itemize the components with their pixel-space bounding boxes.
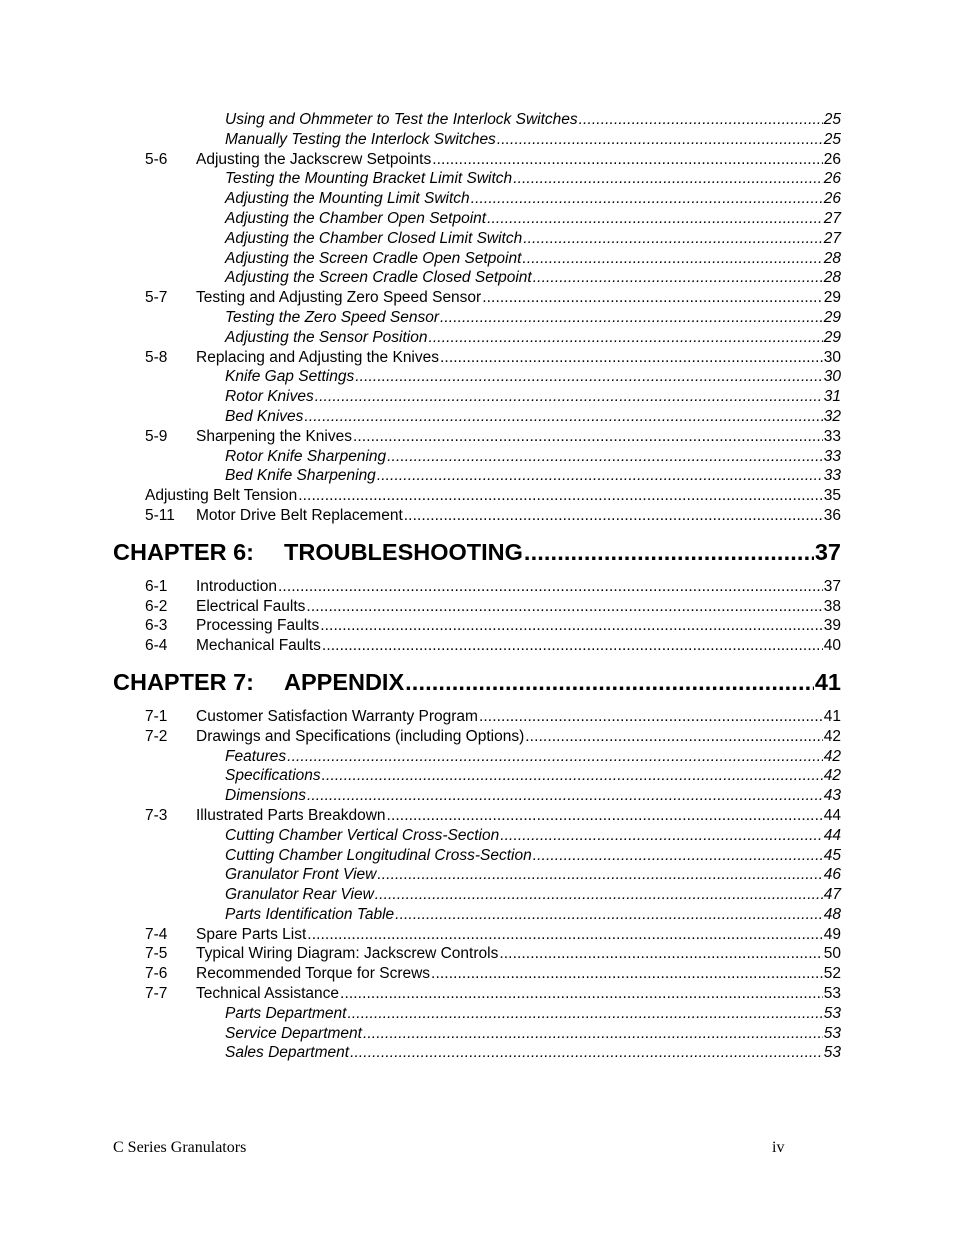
page-number: 53 (823, 1044, 841, 1062)
toc-entry[interactable] (0, 249, 954, 269)
page-number: 29 (823, 308, 841, 326)
toc-entry[interactable] (0, 150, 954, 170)
page-number: 42 (823, 747, 841, 765)
page-number: 53 (823, 1004, 841, 1022)
page-number: 43 (823, 787, 841, 805)
page-number: 37 (823, 577, 841, 595)
entry-title: Granulator Rear View (225, 886, 374, 904)
table-of-contents (0, 110, 954, 1063)
entry-title: Service Department (225, 1024, 362, 1042)
section-number: 5-11 (145, 506, 175, 524)
section-number: 5-8 (145, 348, 168, 366)
toc-entry[interactable] (0, 209, 954, 229)
entry-title: Testing the Zero Speed Sensor (225, 308, 439, 326)
page-number: 53 (823, 985, 841, 1003)
section-number: 7-4 (145, 925, 168, 943)
page-number: 27 (823, 209, 841, 227)
toc-entry[interactable] (0, 1043, 954, 1063)
dot-leader (387, 806, 823, 826)
page-number: 29 (823, 289, 841, 307)
section-number: 6-3 (145, 617, 168, 635)
page-number: 28 (823, 269, 841, 287)
page-number: 42 (823, 727, 841, 745)
dot-leader (320, 616, 823, 636)
entry-title: Drawings and Specifications (including Options) (196, 727, 525, 745)
toc-entry[interactable] (0, 806, 954, 826)
section-number: 6-4 (145, 637, 168, 655)
page-number: 28 (823, 249, 841, 267)
toc-entry[interactable] (0, 707, 954, 727)
page-number: 44 (823, 826, 841, 844)
footer-document-title: C Series Granulators (113, 1139, 247, 1156)
page-number: 25 (823, 130, 841, 148)
toc-entry[interactable] (0, 826, 954, 846)
dot-leader (471, 189, 823, 209)
footer-page-number: iv (772, 1139, 785, 1156)
toc-entry[interactable] (0, 766, 954, 786)
entry-title: Adjusting the Chamber Closed Limit Switch (225, 229, 523, 247)
dot-leader (355, 367, 823, 387)
section-number: 5-9 (145, 427, 168, 445)
toc-entry[interactable] (0, 1024, 954, 1044)
toc-entry[interactable] (0, 925, 954, 945)
page-number: 26 (823, 170, 841, 188)
page-number: 31 (823, 388, 841, 406)
dot-leader (315, 387, 823, 407)
page-number: 33 (823, 427, 841, 445)
toc-entry[interactable] (0, 846, 954, 866)
page-number: 44 (823, 806, 841, 824)
dot-leader (524, 530, 814, 574)
dot-leader (404, 506, 823, 526)
entry-title: Bed Knife Sharpening (225, 467, 376, 485)
entry-title: Adjusting the Screen Cradle Open Setpoint (225, 249, 522, 267)
toc-entry[interactable] (0, 636, 954, 656)
page-number: 39 (823, 617, 841, 635)
toc-entry[interactable] (0, 110, 954, 130)
toc-entry[interactable] (0, 506, 954, 526)
page-number: 26 (823, 150, 841, 168)
toc-entry[interactable] (0, 427, 954, 447)
entry-title: Replacing and Adjusting the Knives (196, 348, 439, 366)
page-number: 30 (823, 368, 841, 386)
dot-leader (304, 407, 822, 427)
toc-entry[interactable] (0, 885, 954, 905)
toc-chapter-heading[interactable] (0, 660, 954, 704)
page-number: 53 (823, 1024, 841, 1042)
entry-title: Adjusting the Chamber Open Setpoint (225, 209, 487, 227)
page-number: 26 (823, 190, 841, 208)
entry-title: Features (225, 747, 287, 765)
entry-title: Adjusting the Jackscrew Setpoints (196, 150, 432, 168)
dot-leader (432, 150, 823, 170)
page-number: 49 (823, 925, 841, 943)
entry-title: Recommended Torque for Screws (196, 965, 431, 983)
toc-entry[interactable] (0, 486, 954, 506)
toc-entry[interactable] (0, 747, 954, 767)
page-number: 40 (823, 637, 841, 655)
dot-leader (307, 786, 823, 806)
page-number: 33 (823, 467, 841, 485)
toc-entry[interactable] (0, 189, 954, 209)
toc-chapter-heading[interactable] (0, 530, 954, 574)
section-number: 7-6 (145, 965, 168, 983)
toc-entry[interactable] (0, 447, 954, 467)
entry-title: Adjusting the Sensor Position (225, 328, 428, 346)
toc-entry[interactable] (0, 984, 954, 1004)
section-number: 5-6 (145, 150, 168, 168)
toc-entry[interactable] (0, 328, 954, 348)
toc-entry[interactable] (0, 288, 954, 308)
entry-title: Cutting Chamber Vertical Cross-Section (225, 826, 500, 844)
dot-leader (533, 268, 823, 288)
dot-leader (500, 826, 823, 846)
entry-title: Dimensions (225, 787, 306, 805)
page-number: 45 (823, 846, 841, 864)
section-number: 6-1 (145, 577, 168, 595)
dot-leader (322, 766, 823, 786)
dot-leader (377, 466, 823, 486)
entry-title: APPENDIX (284, 668, 405, 695)
toc-entry[interactable] (0, 268, 954, 288)
dot-leader (440, 308, 823, 328)
page-number: 50 (823, 945, 841, 963)
toc-entry[interactable] (0, 466, 954, 486)
dot-leader (579, 110, 823, 130)
entry-title: Manually Testing the Interlock Switches (225, 130, 496, 148)
dot-leader (375, 885, 823, 905)
page-number: 41 (823, 707, 841, 725)
page-number: 32 (823, 407, 841, 425)
dot-leader (513, 169, 823, 189)
dot-leader (278, 577, 823, 597)
entry-title: Motor Drive Belt Replacement (196, 506, 403, 524)
entry-title: Spare Parts List (196, 925, 307, 943)
dot-leader (428, 328, 822, 348)
dot-leader (487, 209, 823, 229)
entry-title: Technical Assistance (196, 985, 340, 1003)
dot-leader (440, 348, 823, 368)
toc-entry[interactable] (0, 577, 954, 597)
entry-title: Mechanical Faults (196, 637, 321, 655)
toc-entry[interactable] (0, 786, 954, 806)
dot-leader (522, 249, 822, 269)
entry-title: Processing Faults (196, 617, 320, 635)
entry-title: Electrical Faults (196, 597, 306, 615)
dot-leader (340, 984, 823, 1004)
toc-entry[interactable] (0, 387, 954, 407)
toc-entry[interactable] (0, 169, 954, 189)
section-number: 7-5 (145, 945, 168, 963)
entry-title: Sales Department (225, 1044, 350, 1062)
dot-leader (405, 660, 814, 704)
entry-title: Bed Knives (225, 407, 304, 425)
entry-title: Knife Gap Settings (225, 368, 355, 386)
entry-title: Specifications (225, 767, 321, 785)
dot-leader (533, 846, 823, 866)
entry-title: Testing and Adjusting Zero Speed Sensor (196, 289, 482, 307)
dot-leader (298, 486, 823, 506)
toc-entry[interactable] (0, 1004, 954, 1024)
entry-title: Sharpening the Knives (196, 427, 352, 445)
entry-title: TROUBLESHOOTING (284, 538, 523, 565)
page-number: 25 (823, 111, 841, 128)
page-number: 48 (823, 905, 841, 923)
dot-leader (479, 707, 823, 727)
dot-leader (307, 925, 822, 945)
page-number: 52 (823, 965, 841, 983)
entry-title: Typical Wiring Diagram: Jackscrew Controls (196, 945, 499, 963)
toc-entry[interactable] (0, 308, 954, 328)
toc-entry[interactable] (0, 964, 954, 984)
page-number: 33 (823, 447, 841, 465)
dot-leader (287, 747, 823, 767)
entry-title: Adjusting Belt Tension (145, 487, 298, 505)
toc-entry[interactable] (0, 905, 954, 925)
dot-leader (431, 964, 823, 984)
dot-leader (306, 597, 822, 617)
section-number: 5-7 (145, 289, 168, 307)
chapter-number: CHAPTER 7: (113, 668, 255, 695)
dot-leader (499, 944, 822, 964)
page-number: 38 (823, 597, 841, 615)
section-number: 7-3 (145, 806, 168, 824)
section-number: 7-1 (145, 707, 168, 725)
section-number: 6-2 (145, 597, 168, 615)
page-number: 35 (823, 487, 841, 505)
toc-entry[interactable] (0, 229, 954, 249)
entry-title: Adjusting the Screen Cradle Closed Setpoint (225, 269, 532, 287)
toc-entry[interactable] (0, 616, 954, 636)
entry-title: Parts Identification Table (225, 905, 395, 923)
entry-title: Rotor Knife Sharpening (225, 447, 387, 465)
toc-entry[interactable] (0, 130, 954, 150)
toc-entry[interactable] (0, 367, 954, 387)
chapter-number: CHAPTER 6: (113, 538, 255, 565)
dot-leader (387, 447, 823, 467)
entry-title: Illustrated Parts Breakdown (196, 806, 386, 824)
dot-leader (497, 130, 823, 150)
page-number: 37 (814, 538, 841, 565)
page-number: 41 (814, 668, 841, 695)
dot-leader (482, 288, 823, 308)
entry-title: Granulator Front View (225, 866, 377, 884)
entry-title: Testing the Mounting Bracket Limit Switch (225, 170, 513, 188)
page-number: 47 (823, 886, 841, 904)
page-number: 46 (823, 866, 841, 884)
toc-entry[interactable] (0, 597, 954, 617)
page-number: 36 (823, 506, 841, 524)
dot-leader (377, 865, 822, 885)
section-number: 7-2 (145, 727, 168, 745)
page-number: 42 (823, 767, 841, 785)
entry-title: Parts Department (225, 1004, 347, 1022)
page-number: 30 (823, 348, 841, 366)
toc-entry[interactable] (0, 407, 954, 427)
dot-leader (353, 427, 823, 447)
dot-leader (525, 727, 823, 747)
dot-leader (523, 229, 823, 249)
dot-leader (347, 1004, 822, 1024)
entry-title: Rotor Knives (225, 388, 314, 406)
entry-title: Customer Satisfaction Warranty Program (196, 707, 478, 725)
dot-leader (350, 1043, 823, 1063)
page-number: 27 (823, 229, 841, 247)
entry-title: Introduction (196, 577, 277, 595)
toc-entry[interactable] (0, 727, 954, 747)
dot-leader (322, 636, 823, 656)
entry-title: Using and Ohmmeter to Test the Interlock Switches (225, 111, 578, 128)
toc-entry[interactable] (0, 865, 954, 885)
dot-leader (363, 1024, 823, 1044)
toc-entry[interactable] (0, 348, 954, 368)
entry-title: Cutting Chamber Longitudinal Cross-Section (225, 846, 532, 864)
section-number: 7-7 (145, 985, 168, 1003)
dot-leader (395, 905, 823, 925)
page-number: 29 (823, 328, 841, 346)
entry-title: Adjusting the Mounting Limit Switch (225, 190, 470, 208)
toc-entry[interactable] (0, 944, 954, 964)
